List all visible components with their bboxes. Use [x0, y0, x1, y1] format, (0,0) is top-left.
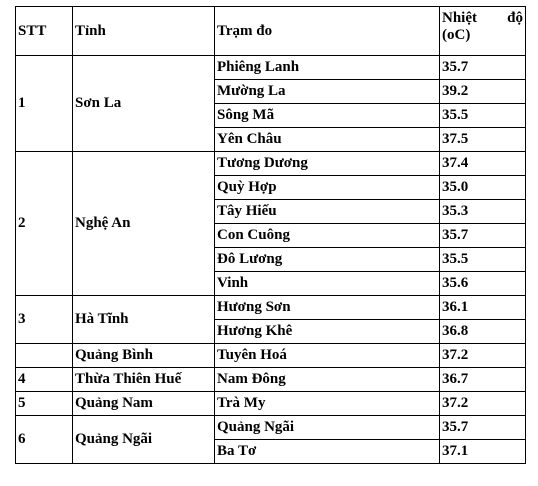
header-station: Trạm đo [215, 7, 440, 56]
temperature-cell: 35.3 [440, 200, 526, 224]
table-row [16, 296, 526, 320]
temperature-cell: 36.7 [440, 368, 526, 392]
header-temperature-word1: Nhiệt [442, 10, 477, 26]
stt-cell: 1 [16, 56, 73, 152]
station-cell: Ba Tơ [215, 440, 440, 464]
province-cell: Thừa Thiên Huế [73, 368, 215, 392]
province-cell: Quảng Bình [73, 344, 215, 368]
temperature-cell: 37.2 [440, 392, 526, 416]
station-cell: Sông Mã [215, 104, 440, 128]
temperature-cell: 36.1 [440, 296, 526, 320]
temperature-cell: 37.2 [440, 344, 526, 368]
temperature-cell: 37.4 [440, 152, 526, 176]
temperature-cell: 37.5 [440, 128, 526, 152]
stt-cell [16, 344, 73, 368]
stt-cell: 3 [16, 296, 73, 344]
temperature-cell: 35.7 [440, 224, 526, 248]
province-cell: Hà Tĩnh [73, 296, 215, 344]
station-cell: Nam Đông [215, 368, 440, 392]
station-cell: Quảng Ngãi [215, 416, 440, 440]
station-cell: Con Cuông [215, 224, 440, 248]
temperature-cell: 35.5 [440, 104, 526, 128]
temperature-cell: 36.8 [440, 320, 526, 344]
temperature-cell: 35.5 [440, 248, 526, 272]
station-cell: Hương Khê [215, 320, 440, 344]
station-cell: Tuyên Hoá [215, 344, 440, 368]
table-row [16, 416, 526, 440]
station-cell: Mường La [215, 80, 440, 104]
temperature-cell: 35.7 [440, 56, 526, 80]
station-cell: Trà My [215, 392, 440, 416]
province-cell: Quảng Ngãi [73, 416, 215, 464]
station-cell: Vinh [215, 272, 440, 296]
temperature-cell: 39.2 [440, 80, 526, 104]
temperature-cell: 35.0 [440, 176, 526, 200]
province-cell: Nghệ An [73, 152, 215, 296]
table-row [16, 56, 526, 80]
table-row [16, 152, 526, 176]
table-header-row [16, 7, 526, 56]
header-temperature-unit: (oC) [442, 27, 471, 43]
table-body [16, 56, 526, 464]
province-cell: Sơn La [73, 56, 215, 152]
station-cell: Quỳ Hợp [215, 176, 440, 200]
temperature-cell: 37.1 [440, 440, 526, 464]
temperature-table [15, 6, 526, 464]
table-row [16, 344, 526, 368]
temperature-cell: 35.7 [440, 416, 526, 440]
station-cell: Hương Sơn [215, 296, 440, 320]
table-row [16, 368, 526, 392]
temperature-cell: 35.6 [440, 272, 526, 296]
header-temperature-word2: độ [507, 10, 523, 26]
province-cell: Quảng Nam [73, 392, 215, 416]
station-cell: Yên Châu [215, 128, 440, 152]
station-cell: Đô Lương [215, 248, 440, 272]
station-cell: Phiêng Lanh [215, 56, 440, 80]
station-cell: Tương Dương [215, 152, 440, 176]
stt-cell: 6 [16, 416, 73, 464]
station-cell: Tây Hiếu [215, 200, 440, 224]
header-temperature [440, 7, 526, 56]
stt-cell: 2 [16, 152, 73, 296]
stt-cell: 4 [16, 368, 73, 392]
table-row [16, 392, 526, 416]
stt-cell: 5 [16, 392, 73, 416]
header-stt: STT [16, 7, 73, 56]
header-province: Tỉnh [73, 7, 215, 56]
